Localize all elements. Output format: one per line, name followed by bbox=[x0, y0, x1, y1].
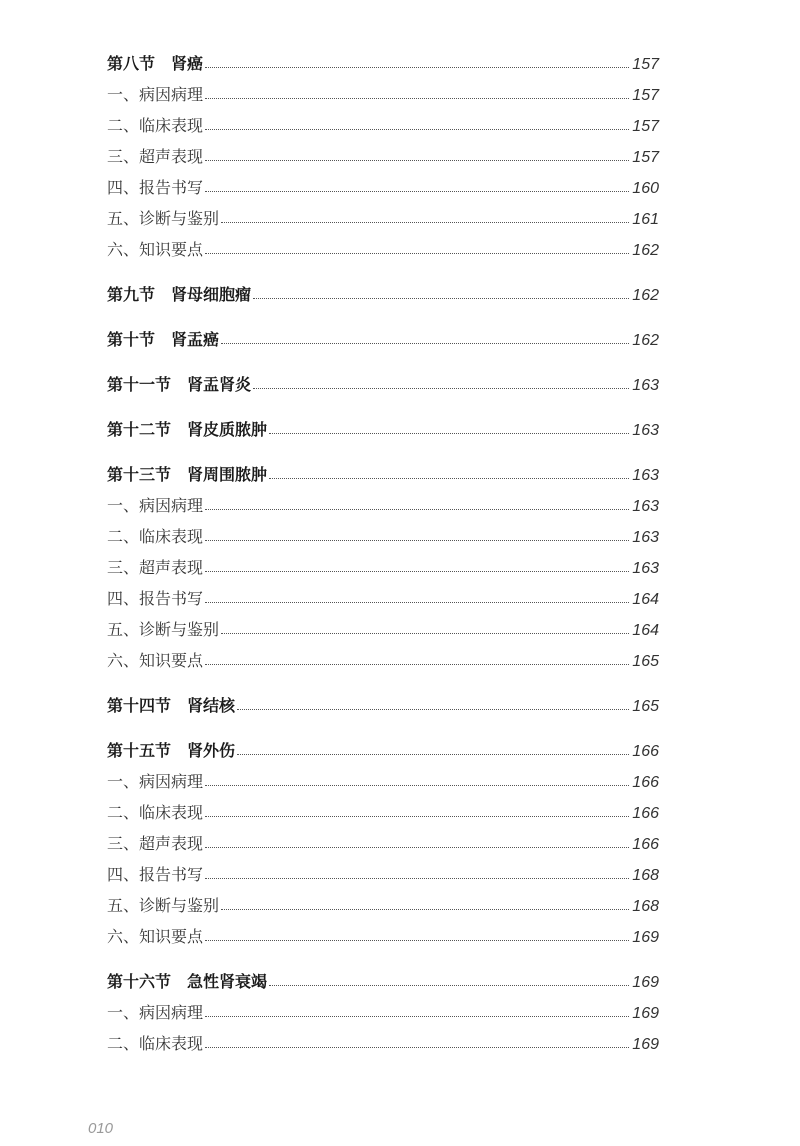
toc-entry-title: 第十三节 肾周围脓肿 bbox=[107, 465, 268, 484]
toc-entry-page: 166 bbox=[632, 743, 659, 760]
toc-subsection-entry bbox=[107, 488, 659, 519]
toc-entry-title: 第十节 肾盂癌 bbox=[107, 330, 220, 349]
dot-leader bbox=[205, 508, 629, 510]
dot-leader bbox=[269, 984, 629, 986]
dot-leader bbox=[205, 570, 629, 572]
toc-entry-page: 161 bbox=[632, 211, 659, 228]
toc-entry-title: 五、诊断与鉴别 bbox=[107, 620, 220, 639]
toc-subsection-entry bbox=[107, 1026, 659, 1057]
toc-entry-title: 一、病因病理 bbox=[107, 772, 204, 791]
toc-entry-page: 157 bbox=[632, 56, 659, 73]
toc-entry-title: 二、临床表现 bbox=[107, 527, 204, 546]
toc-subsection-entry bbox=[107, 139, 659, 170]
toc-entry-page: 163 bbox=[632, 377, 659, 394]
dot-leader bbox=[269, 432, 629, 434]
toc-entry-title: 二、临床表现 bbox=[107, 1034, 204, 1053]
toc-entry-title: 一、病因病理 bbox=[107, 496, 204, 515]
toc-entry-title: 五、诊断与鉴别 bbox=[107, 209, 220, 228]
toc-subsection-entry bbox=[107, 995, 659, 1026]
toc-section-entry bbox=[107, 277, 659, 308]
toc-entry-title: 第十六节 急性肾衰竭 bbox=[107, 972, 268, 991]
dot-leader bbox=[205, 846, 629, 848]
dot-leader bbox=[205, 539, 629, 541]
toc-entry-title: 二、临床表现 bbox=[107, 116, 204, 135]
toc-subsection-entry bbox=[107, 201, 659, 232]
toc-entry-title: 三、超声表现 bbox=[107, 147, 204, 166]
toc-subsection-entry bbox=[107, 826, 659, 857]
dot-leader bbox=[205, 97, 629, 99]
toc-entry-page: 162 bbox=[632, 242, 659, 259]
toc-subsection-entry bbox=[107, 857, 659, 888]
toc-entry-title: 四、报告书写 bbox=[107, 178, 204, 197]
toc-section-entry bbox=[107, 964, 659, 995]
dot-leader bbox=[253, 387, 629, 389]
toc-entry-title: 第八节 肾癌 bbox=[107, 54, 204, 73]
toc-entry-page: 157 bbox=[632, 149, 659, 166]
dot-leader bbox=[237, 753, 629, 755]
toc-subsection-entry bbox=[107, 581, 659, 612]
toc-section-entry bbox=[107, 733, 659, 764]
dot-leader bbox=[205, 784, 629, 786]
toc-subsection-entry bbox=[107, 77, 659, 108]
dot-leader bbox=[221, 342, 629, 344]
toc-entry-page: 166 bbox=[632, 774, 659, 791]
toc-entry-page: 169 bbox=[632, 1005, 659, 1022]
toc-subsection-entry bbox=[107, 643, 659, 674]
toc-entry-page: 164 bbox=[632, 591, 659, 608]
toc-entry-page: 166 bbox=[632, 805, 659, 822]
toc-section-entry bbox=[107, 46, 659, 77]
toc-subsection-entry bbox=[107, 764, 659, 795]
toc-section-entry bbox=[107, 688, 659, 719]
toc-entry-page: 168 bbox=[632, 898, 659, 915]
dot-leader bbox=[205, 663, 629, 665]
dot-leader bbox=[237, 708, 629, 710]
toc-entry-title: 三、超声表现 bbox=[107, 834, 204, 853]
toc-entry-title: 第十四节 肾结核 bbox=[107, 696, 236, 715]
toc-subsection-entry bbox=[107, 232, 659, 263]
dot-leader bbox=[205, 252, 629, 254]
toc-entry-page: 163 bbox=[632, 560, 659, 577]
toc-entry-page: 163 bbox=[632, 498, 659, 515]
dot-leader bbox=[205, 815, 629, 817]
toc-section-entry bbox=[107, 412, 659, 443]
dot-leader bbox=[205, 159, 629, 161]
dot-leader bbox=[269, 477, 629, 479]
toc-subsection-entry bbox=[107, 795, 659, 826]
toc-entry-page: 169 bbox=[632, 1036, 659, 1053]
dot-leader bbox=[221, 908, 629, 910]
dot-leader bbox=[205, 601, 629, 603]
toc-entry-title: 六、知识要点 bbox=[107, 651, 204, 670]
toc-entry-title: 六、知识要点 bbox=[107, 927, 204, 946]
toc-entry-title: 四、报告书写 bbox=[107, 865, 204, 884]
page-number: 010 bbox=[88, 1120, 114, 1137]
toc-entry-page: 160 bbox=[632, 180, 659, 197]
toc-subsection-entry bbox=[107, 519, 659, 550]
toc-entry-page: 169 bbox=[632, 974, 659, 991]
toc-subsection-entry bbox=[107, 612, 659, 643]
toc-subsection-entry bbox=[107, 170, 659, 201]
toc-entry-title: 第十一节 肾盂肾炎 bbox=[107, 375, 252, 394]
toc-entry-page: 162 bbox=[632, 287, 659, 304]
toc-entry-title: 六、知识要点 bbox=[107, 240, 204, 259]
dot-leader bbox=[205, 128, 629, 130]
dot-leader bbox=[253, 297, 629, 299]
dot-leader bbox=[205, 190, 629, 192]
dot-leader bbox=[221, 632, 629, 634]
toc-entry-title: 第十五节 肾外伤 bbox=[107, 741, 236, 760]
table-of-contents bbox=[107, 46, 659, 1057]
dot-leader bbox=[205, 939, 629, 941]
toc-entry-page: 163 bbox=[632, 529, 659, 546]
toc-entry-title: 四、报告书写 bbox=[107, 589, 204, 608]
toc-entry-page: 166 bbox=[632, 836, 659, 853]
toc-entry-page: 169 bbox=[632, 929, 659, 946]
toc-entry-page: 162 bbox=[632, 332, 659, 349]
toc-entry-page: 163 bbox=[632, 422, 659, 439]
toc-entry-page: 164 bbox=[632, 622, 659, 639]
toc-subsection-entry bbox=[107, 919, 659, 950]
dot-leader bbox=[221, 221, 629, 223]
toc-entry-title: 第十二节 肾皮质脓肿 bbox=[107, 420, 268, 439]
toc-entry-page: 163 bbox=[632, 467, 659, 484]
toc-entry-title: 一、病因病理 bbox=[107, 85, 204, 104]
toc-entry-page: 168 bbox=[632, 867, 659, 884]
toc-entry-page: 165 bbox=[632, 698, 659, 715]
toc-section-entry bbox=[107, 457, 659, 488]
toc-entry-title: 二、临床表现 bbox=[107, 803, 204, 822]
toc-subsection-entry bbox=[107, 550, 659, 581]
dot-leader bbox=[205, 1015, 629, 1017]
toc-entry-page: 157 bbox=[632, 87, 659, 104]
toc-entry-title: 三、超声表现 bbox=[107, 558, 204, 577]
toc-entry-page: 157 bbox=[632, 118, 659, 135]
toc-entry-title: 一、病因病理 bbox=[107, 1003, 204, 1022]
toc-section-entry bbox=[107, 322, 659, 353]
dot-leader bbox=[205, 1046, 629, 1048]
toc-subsection-entry bbox=[107, 888, 659, 919]
toc-entry-page: 165 bbox=[632, 653, 659, 670]
toc-subsection-entry bbox=[107, 108, 659, 139]
dot-leader bbox=[205, 877, 629, 879]
dot-leader bbox=[205, 66, 629, 68]
toc-entry-title: 第九节 肾母细胞瘤 bbox=[107, 285, 252, 304]
toc-entry-title: 五、诊断与鉴别 bbox=[107, 896, 220, 915]
toc-section-entry bbox=[107, 367, 659, 398]
